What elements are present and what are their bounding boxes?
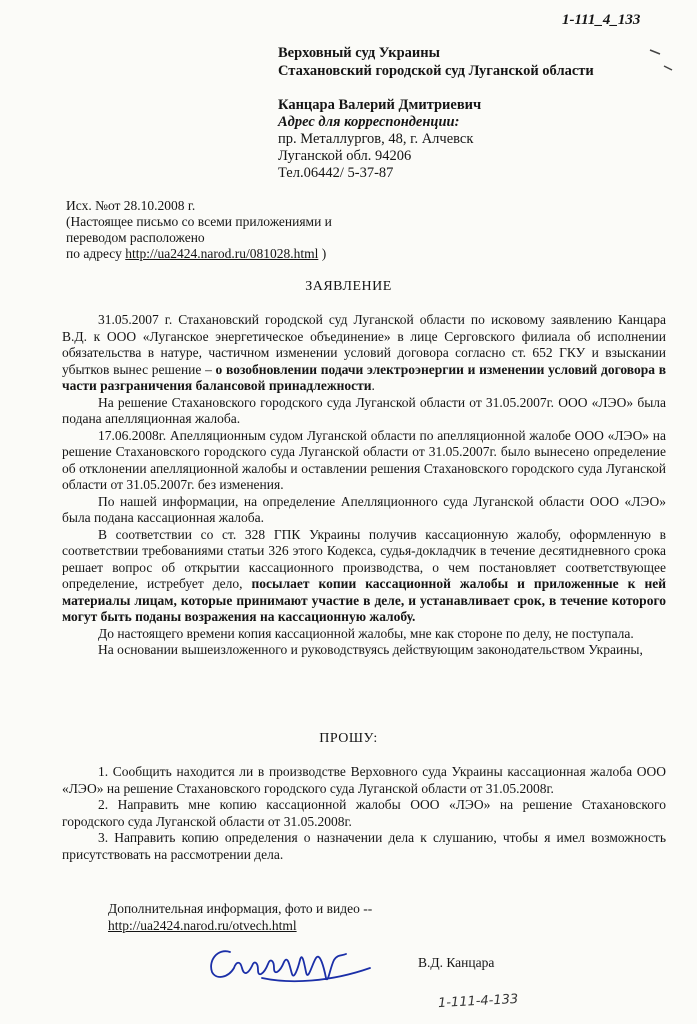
sender-street: пр. Металлургов, 48, г. Алчевск — [278, 131, 474, 147]
sender-address-label: Адрес для корреспонденции: — [278, 114, 460, 130]
additional-info-label: Дополнительная информация, фото и видео -- — [108, 901, 373, 916]
addressee-supreme-court: Верховный суд Украины — [278, 45, 440, 61]
request-list — [62, 764, 666, 863]
outgoing-number: Исх. №от 28.10.2008 г. — [66, 198, 196, 213]
paragraph-1 — [62, 312, 666, 395]
additional-info-url-link[interactable]: http://ua2424.narod.ru/otvech.html — [108, 918, 297, 933]
sender-phone: Тел.06442/ 5-37-87 — [278, 165, 394, 181]
paragraph-6: До настоящего времени копия кассационной жалобы, мне как стороне по делу, не поступала. — [98, 625, 634, 641]
paragraph-5-text: В соответствии со ст. 328 ГПК Украины получив кассационную жалобу, оформленную в соответствии требованиями статьи 326 этого Кодекса, судья-докладчик в течение десятидневного срока решает вопрос об открытии кассационного производства, о чем постановляет соответствующее определение, истребует дело, — [62, 526, 666, 591]
archive-number-top: 1-111_4_133 — [562, 12, 641, 28]
statement-body — [62, 312, 666, 659]
request-item-2: 2. Направить мне копию кассационной жалобы ООО «ЛЭО» на решение Стахановского городского суда Луганской области от 31.05.2008г. — [62, 797, 666, 829]
reference-address-suffix: ) — [318, 246, 327, 261]
reference-note-line2: переводом расположено — [66, 230, 205, 245]
paragraph-5 — [62, 527, 666, 626]
signature-scribble — [200, 938, 390, 988]
paragraph-2: На решение Стахановского городского суда Луганской области от 31.05.2007г. ООО «ЛЭО» была подана апелляционная жалоба. — [62, 394, 666, 426]
paragraph-1-end: . — [371, 378, 375, 393]
paragraph-1-bold: о возобновлении подачи электроэнергии и изменении условий договора в части разграничения балансовой принадлежности — [62, 361, 666, 393]
reference-url-link[interactable]: http://ua2424.narod.ru/081028.html — [125, 246, 319, 261]
sender-name: Канцара Валерий Дмитриевич — [278, 97, 482, 113]
scan-marks — [640, 40, 680, 80]
paragraph-5-bold: посылает копии кассационной жалобы и приложенные к ней материалы лицам, которые принимают участие в деле, и устанавливает срок, в течение которого могут быть поданы возражения на кассационную жалобу. — [62, 576, 666, 624]
request-item-3: 3. Направить копию определения о назначении дела к слушанию, чтобы я имел возможность присутствовать на рассмотрении дела. — [62, 830, 666, 862]
signer-name: В.Д. Канцара — [418, 955, 495, 970]
reference-address-prefix: по адресу — [66, 246, 122, 261]
request-title: ПРОШУ: — [319, 731, 378, 746]
archive-number-handwritten: 1-111-4-133 — [437, 991, 519, 1012]
reference-address-line — [66, 245, 326, 262]
request-item-1: 1. Сообщить находится ли в производстве Верховного суда Украины кассационная жалоба ООО «ЛЭО» на решение Стахановского городского суда Луганской области от 31.05.2008г. — [62, 764, 666, 796]
sender-region: Луганской обл. 94206 — [278, 148, 412, 164]
document-title: ЗАЯВЛЕНИЕ — [305, 279, 392, 294]
paragraph-4: По нашей информации, на определение Апелляционного суда Луганской области ООО «ЛЭО» была подана кассационная жалоба. — [62, 493, 666, 525]
paragraph-1-text: 31.05.2007 г. Стахановский городской суд Луганской области по исковому заявлению Канцара В.Д. к ООО «Луганское энергетическое объединение» в лице Серговского филиала об исполнении обязательства в натуре, частичном изменении условий договора согласно ст. 652 ГКУ и взыскании убытков вынес решение – — [62, 312, 666, 377]
addressee-city-court: Стахановский городской суд Луганской области — [278, 63, 594, 79]
paragraph-7: На основании вышеизложенного и руководствуясь действующим законодательством Украины, — [98, 642, 643, 657]
paragraph-3: 17.06.2008г. Апелляционным судом Луганской области по апелляционной жалобе ООО «ЛЭО» на решение Стахановского городского суда Луганской области от 31.05.2007г. было вынесено определение об отклонении апелляционной жалобы и оставлении решения Стахановского городского суда Луганской области от 31.05.2007г. без изменения. — [62, 427, 666, 492]
reference-note-line1: (Настоящее письмо со всеми приложениями и — [66, 214, 332, 229]
